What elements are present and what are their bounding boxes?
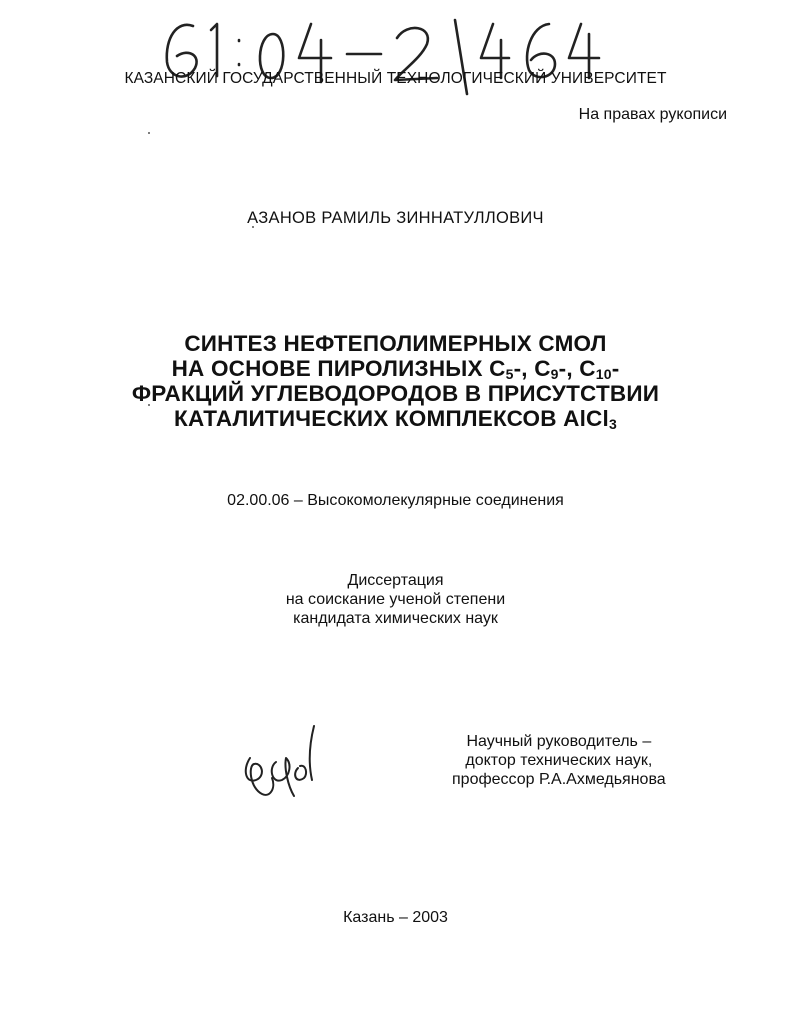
advisor-name: профессор Р.А.Ахмедьянова [452,771,666,788]
dissertation-title [0,331,791,431]
title-line-4: КАТАЛИТИЧЕСКИХ КОМПЛЕКСОВ AlCl$_3$ [174,406,617,432]
scientific-advisor-block [452,732,666,789]
advisor-role: Научный руководитель – [466,733,652,750]
dissertation-degree-block [0,571,791,628]
place-and-year: Казань – 2003 [343,909,448,926]
degree-name: кандидата химических наук [293,610,498,627]
dissertation-label: Диссертация [347,572,444,589]
advisor-degree: доктор технических наук, [465,752,653,769]
signature [236,718,326,808]
scan-speck [148,132,150,134]
author-name: АЗАНОВ РАМИЛЬ ЗИННАТУЛЛОВИЧ [247,209,544,227]
title-line-3: ФРАКЦИЙ УГЛЕВОДОРОДОВ В ПРИСУТСТВИИ [131,381,660,406]
handwritten-catalog-number [155,4,615,104]
specialty-code: 02.00.06 – Высокомолекулярные соединения [227,492,564,509]
manuscript-rights-note: На правах рукописи [578,106,727,123]
university-name: КАЗАНСКИЙ ГОСУДАРСТВЕННЫЙ ТЕХНОЛОГИЧЕСКИЙ УНИВЕРСИТЕТ [124,70,667,87]
degree-purpose: на соискание ученой степени [285,591,506,608]
title-line-2: НА ОСНОВЕ ПИРОЛИЗНЫХ $С_5-$, $С_9-$, $С_{10}-$ [171,356,620,382]
title-line-1: СИНТЕЗ НЕФТЕПОЛИМЕРНЫХ СМОЛ [184,331,607,356]
